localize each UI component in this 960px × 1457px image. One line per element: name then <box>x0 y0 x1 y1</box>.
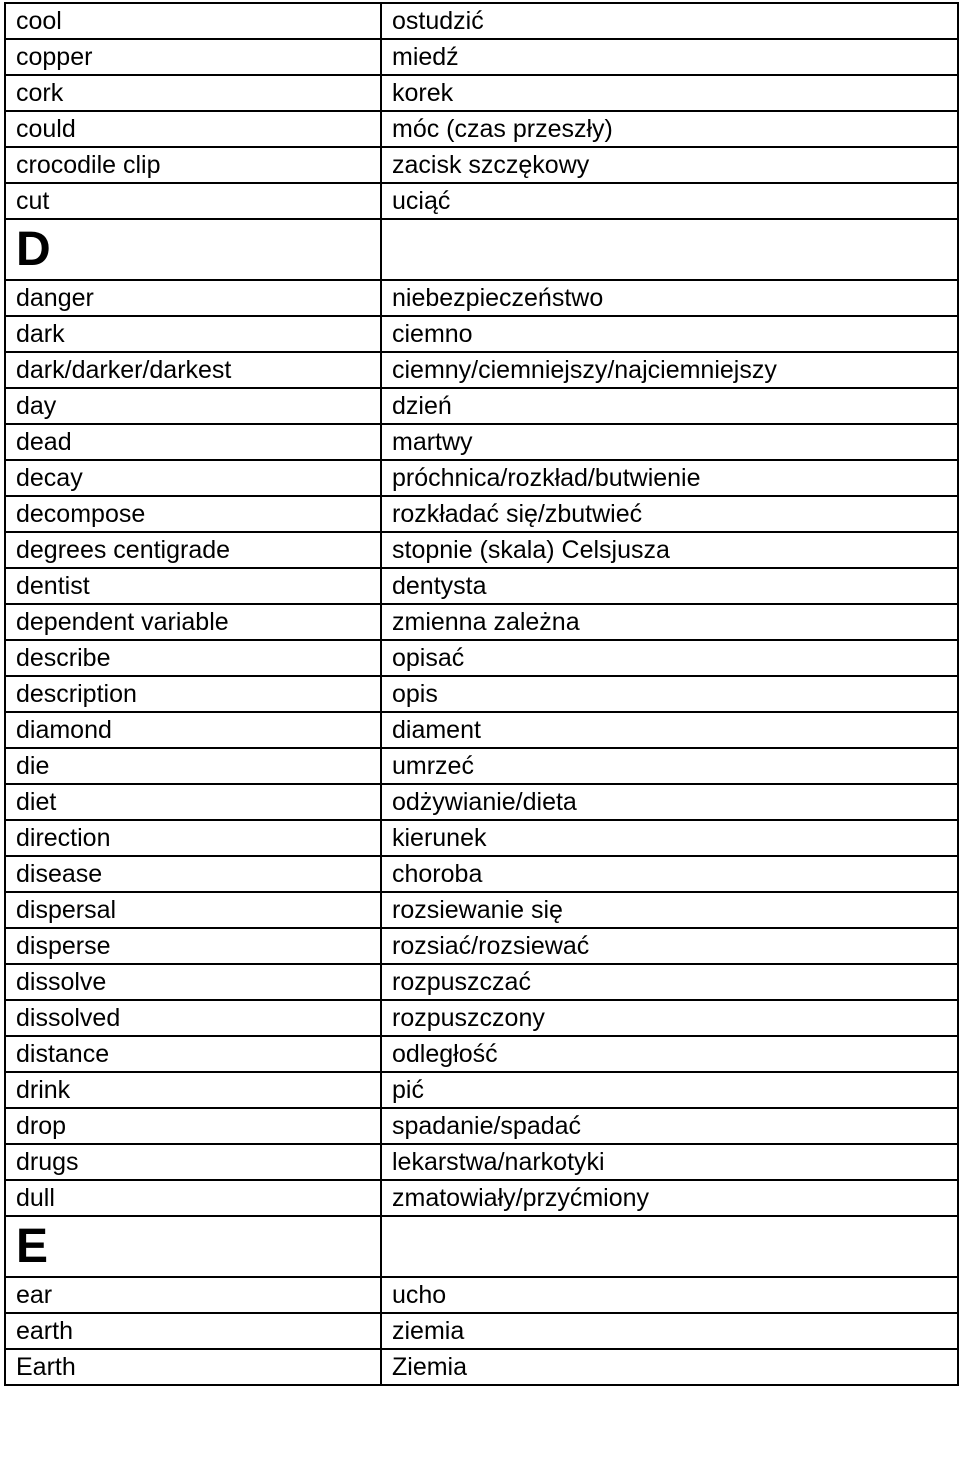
polish-translation: miedź <box>381 39 958 75</box>
english-term: dead <box>5 424 381 460</box>
polish-translation: odżywianie/dieta <box>381 784 958 820</box>
table-row <box>5 3 958 39</box>
english-term: describe <box>5 640 381 676</box>
english-term: description <box>5 676 381 712</box>
table-row <box>5 316 958 352</box>
polish-translation: Ziemia <box>381 1349 958 1385</box>
table-row <box>5 1108 958 1144</box>
english-term: dark/darker/darkest <box>5 352 381 388</box>
polish-translation: pić <box>381 1072 958 1108</box>
polish-translation: lekarstwa/narkotyki <box>381 1144 958 1180</box>
english-term: degrees centigrade <box>5 532 381 568</box>
polish-translation: kierunek <box>381 820 958 856</box>
english-term: cut <box>5 183 381 219</box>
polish-translation: ziemia <box>381 1313 958 1349</box>
table-row <box>5 820 958 856</box>
table-row <box>5 1144 958 1180</box>
table-row <box>5 352 958 388</box>
polish-translation: rozpuszczać <box>381 964 958 1000</box>
table-row <box>5 280 958 316</box>
table-row <box>5 39 958 75</box>
polish-translation: rozpuszczony <box>381 1000 958 1036</box>
table-row <box>5 568 958 604</box>
english-term: disperse <box>5 928 381 964</box>
english-term: decompose <box>5 496 381 532</box>
polish-translation: rozsiewanie się <box>381 892 958 928</box>
table-row <box>5 928 958 964</box>
table-row <box>5 183 958 219</box>
table-row <box>5 1072 958 1108</box>
letter-heading: D <box>5 219 381 280</box>
polish-translation: opis <box>381 676 958 712</box>
table-row <box>5 784 958 820</box>
english-term: drugs <box>5 1144 381 1180</box>
polish-translation: ucho <box>381 1277 958 1313</box>
table-row <box>5 712 958 748</box>
english-term: dentist <box>5 568 381 604</box>
vocabulary-table-body <box>5 3 958 1385</box>
english-term: dispersal <box>5 892 381 928</box>
letter-heading-row <box>5 219 958 280</box>
english-term: drop <box>5 1108 381 1144</box>
polish-translation: rozkładać się/zbutwieć <box>381 496 958 532</box>
polish-translation: niebezpieczeństwo <box>381 280 958 316</box>
table-row <box>5 1313 958 1349</box>
english-term: decay <box>5 460 381 496</box>
polish-translation: choroba <box>381 856 958 892</box>
vocabulary-table <box>4 2 959 1386</box>
polish-translation: dzień <box>381 388 958 424</box>
table-row <box>5 532 958 568</box>
table-row <box>5 75 958 111</box>
polish-translation: ostudzić <box>381 3 958 39</box>
table-row <box>5 424 958 460</box>
table-row <box>5 496 958 532</box>
table-row <box>5 676 958 712</box>
english-term: ear <box>5 1277 381 1313</box>
letter-heading: E <box>5 1216 381 1277</box>
polish-translation: zmatowiały/przyćmiony <box>381 1180 958 1216</box>
table-row <box>5 1036 958 1072</box>
english-term: dependent variable <box>5 604 381 640</box>
table-row <box>5 460 958 496</box>
letter-heading-empty-cell <box>381 1216 958 1277</box>
polish-translation: odległość <box>381 1036 958 1072</box>
polish-translation: stopnie (skala) Celsjusza <box>381 532 958 568</box>
table-row <box>5 748 958 784</box>
letter-heading-empty-cell <box>381 219 958 280</box>
table-row <box>5 604 958 640</box>
polish-translation: diament <box>381 712 958 748</box>
english-term: crocodile clip <box>5 147 381 183</box>
english-term: could <box>5 111 381 147</box>
polish-translation: uciąć <box>381 183 958 219</box>
table-row <box>5 388 958 424</box>
polish-translation: rozsiać/rozsiewać <box>381 928 958 964</box>
english-term: copper <box>5 39 381 75</box>
english-term: dull <box>5 1180 381 1216</box>
table-row <box>5 111 958 147</box>
polish-translation: próchnica/rozkład/butwienie <box>381 460 958 496</box>
english-term: day <box>5 388 381 424</box>
english-term: dissolved <box>5 1000 381 1036</box>
english-term: die <box>5 748 381 784</box>
table-row <box>5 856 958 892</box>
english-term: dark <box>5 316 381 352</box>
polish-translation: ciemny/ciemniejszy/najciemniejszy <box>381 352 958 388</box>
polish-translation: umrzeć <box>381 748 958 784</box>
polish-translation: zacisk szczękowy <box>381 147 958 183</box>
polish-translation: móc (czas przeszły) <box>381 111 958 147</box>
polish-translation: korek <box>381 75 958 111</box>
english-term: diet <box>5 784 381 820</box>
english-term: diamond <box>5 712 381 748</box>
english-term: dissolve <box>5 964 381 1000</box>
polish-translation: ciemno <box>381 316 958 352</box>
english-term: Earth <box>5 1349 381 1385</box>
english-term: earth <box>5 1313 381 1349</box>
english-term: disease <box>5 856 381 892</box>
table-row <box>5 1180 958 1216</box>
table-row <box>5 147 958 183</box>
table-row <box>5 640 958 676</box>
table-row <box>5 964 958 1000</box>
polish-translation: dentysta <box>381 568 958 604</box>
letter-heading-row <box>5 1216 958 1277</box>
polish-translation: zmienna zależna <box>381 604 958 640</box>
table-row <box>5 892 958 928</box>
english-term: distance <box>5 1036 381 1072</box>
polish-translation: opisać <box>381 640 958 676</box>
polish-translation: spadanie/spadać <box>381 1108 958 1144</box>
english-term: drink <box>5 1072 381 1108</box>
english-term: danger <box>5 280 381 316</box>
table-row <box>5 1000 958 1036</box>
polish-translation: martwy <box>381 424 958 460</box>
english-term: cool <box>5 3 381 39</box>
english-term: direction <box>5 820 381 856</box>
table-row <box>5 1277 958 1313</box>
table-row <box>5 1349 958 1385</box>
english-term: cork <box>5 75 381 111</box>
